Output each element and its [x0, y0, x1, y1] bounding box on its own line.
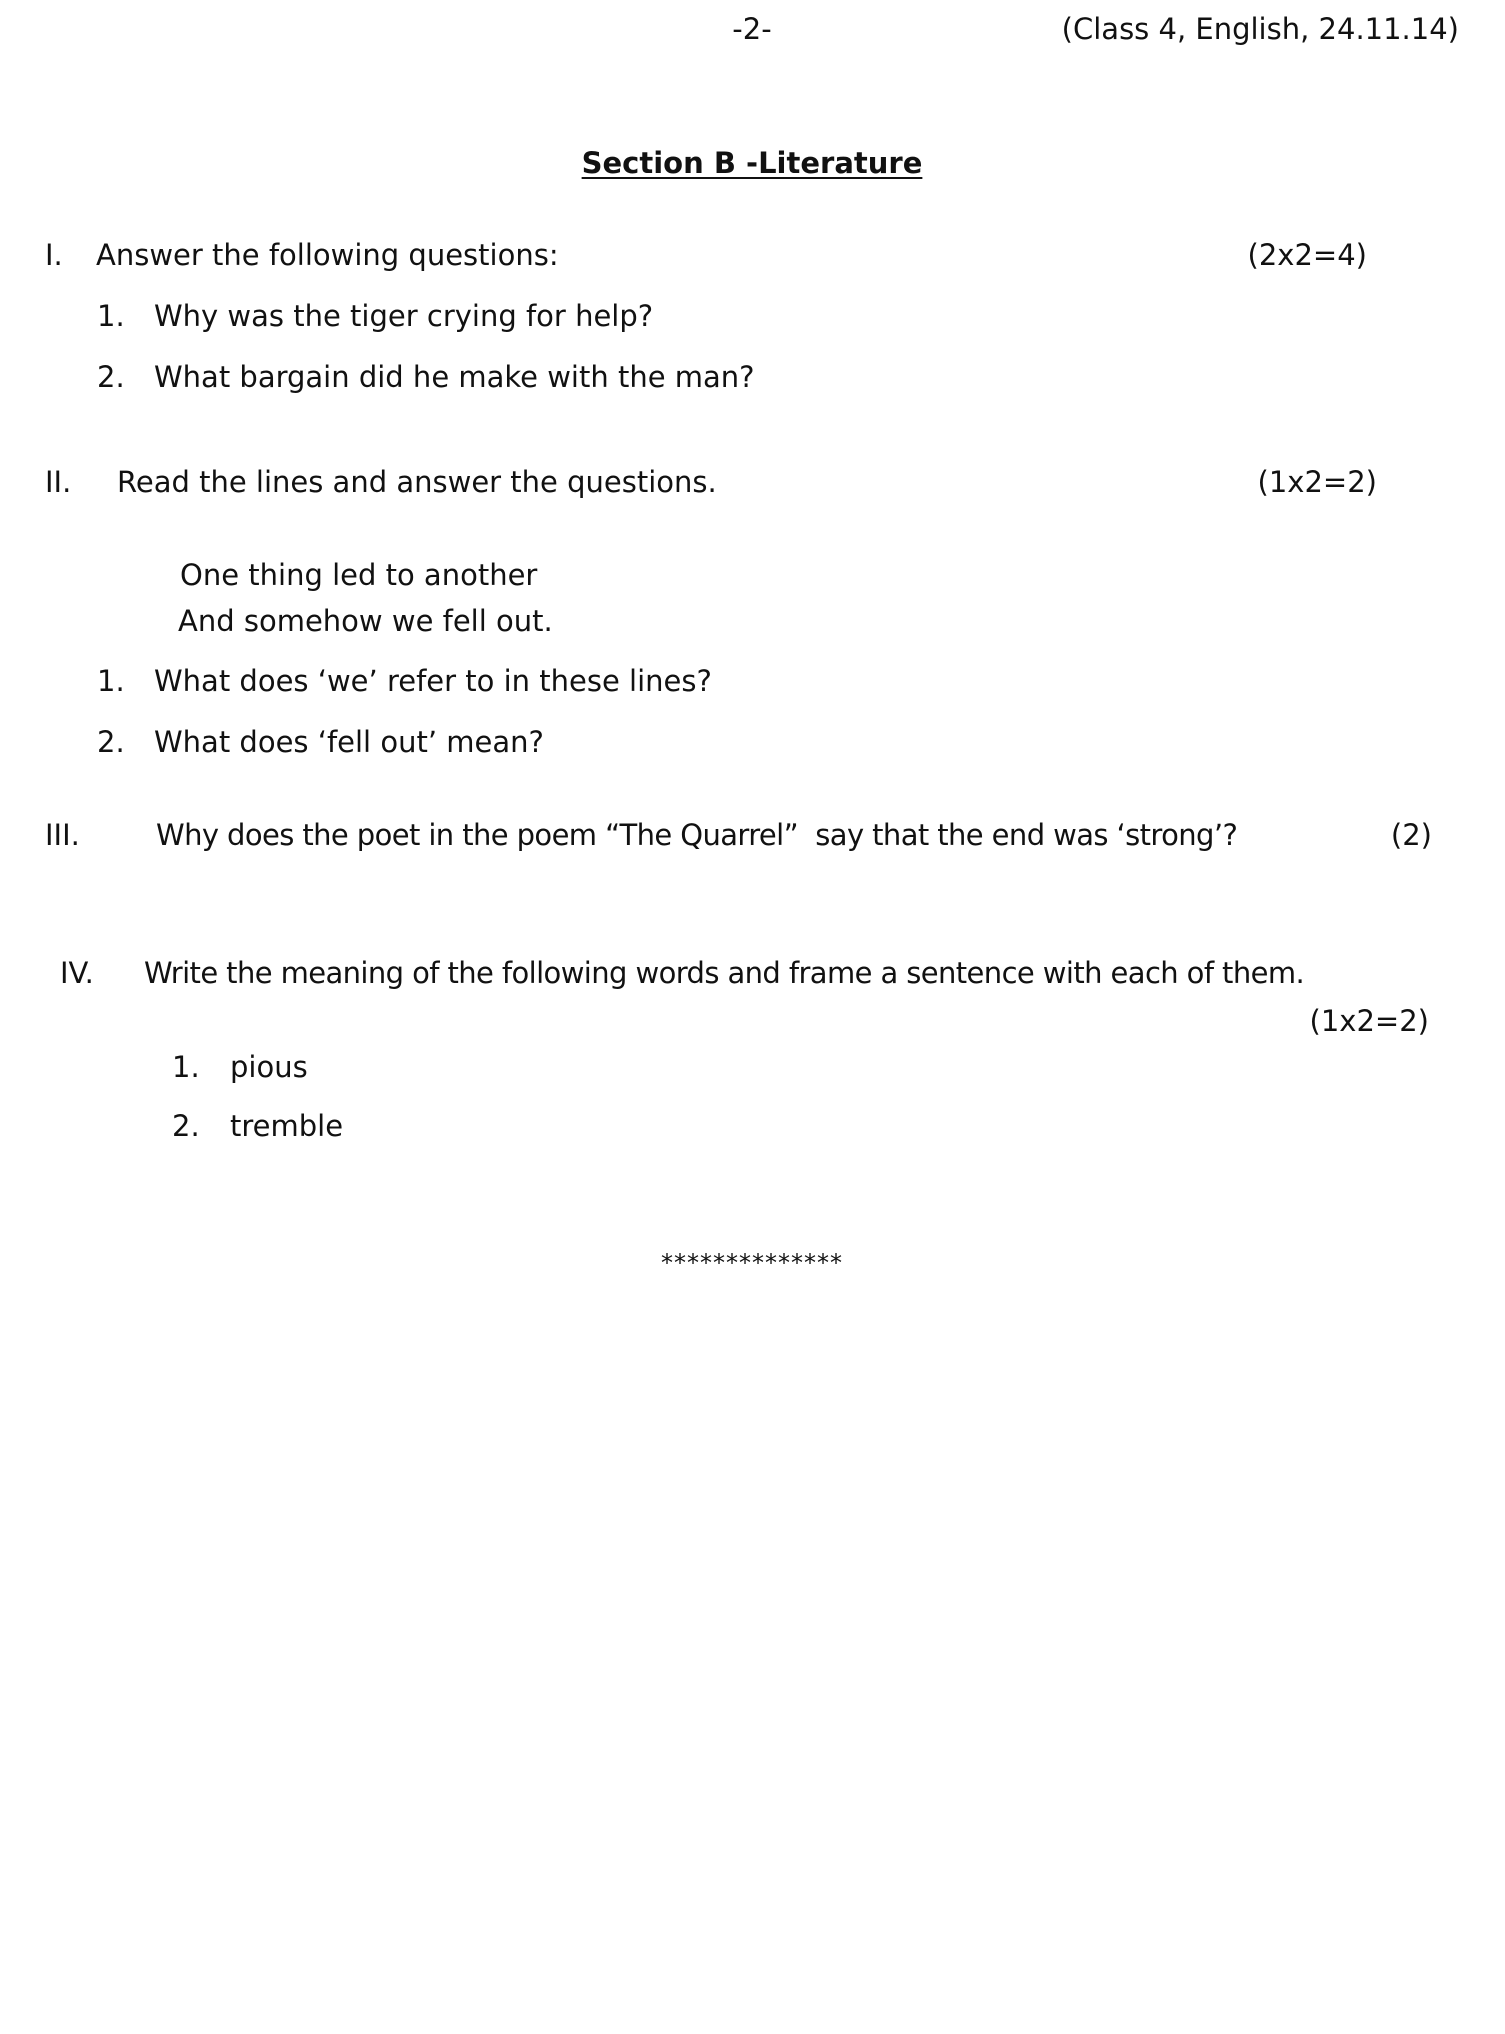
question-text: Answer the following questions:: [96, 238, 559, 272]
question-marks: (1x2=2): [1309, 1004, 1429, 1038]
question-text: Write the meaning of the following words and frame a sentence with each of them.: [144, 956, 1305, 990]
exam-info: (Class 4, English, 24.11.14): [1061, 12, 1459, 46]
question-marks: (1x2=2): [1257, 465, 1377, 499]
poem-line: And somehow we fell out.: [178, 604, 553, 638]
item-text: pious: [230, 1050, 308, 1084]
page-number: -2-: [732, 12, 772, 46]
question-marks: (2): [1390, 818, 1432, 852]
question-numeral: III.: [45, 818, 80, 852]
item-text: Why was the tiger crying for help?: [154, 299, 654, 333]
item-number: 2.: [172, 1109, 200, 1143]
item-number: 2.: [97, 360, 125, 394]
question-numeral: IV.: [60, 956, 94, 990]
question-text: Read the lines and answer the questions.: [117, 465, 717, 499]
item-text: What does ‘fell out’ mean?: [154, 725, 544, 759]
item-number: 1.: [172, 1050, 200, 1084]
question-numeral: I.: [45, 238, 63, 272]
item-number: 1.: [97, 664, 125, 698]
end-marker: **************: [661, 1249, 843, 1277]
item-text: What bargain did he make with the man?: [154, 360, 755, 394]
question-text: Why does the poet in the poem “The Quarrel” say that the end was ‘strong’?: [156, 818, 1238, 852]
question-numeral: II.: [45, 465, 72, 499]
item-number: 2.: [97, 725, 125, 759]
item-number: 1.: [97, 299, 125, 333]
question-marks: (2x2=4): [1247, 238, 1367, 272]
item-text: tremble: [230, 1109, 344, 1143]
section-title: Section B -Literature: [581, 146, 923, 180]
item-text: What does ‘we’ refer to in these lines?: [154, 664, 712, 698]
poem-line: One thing led to another: [180, 558, 538, 592]
